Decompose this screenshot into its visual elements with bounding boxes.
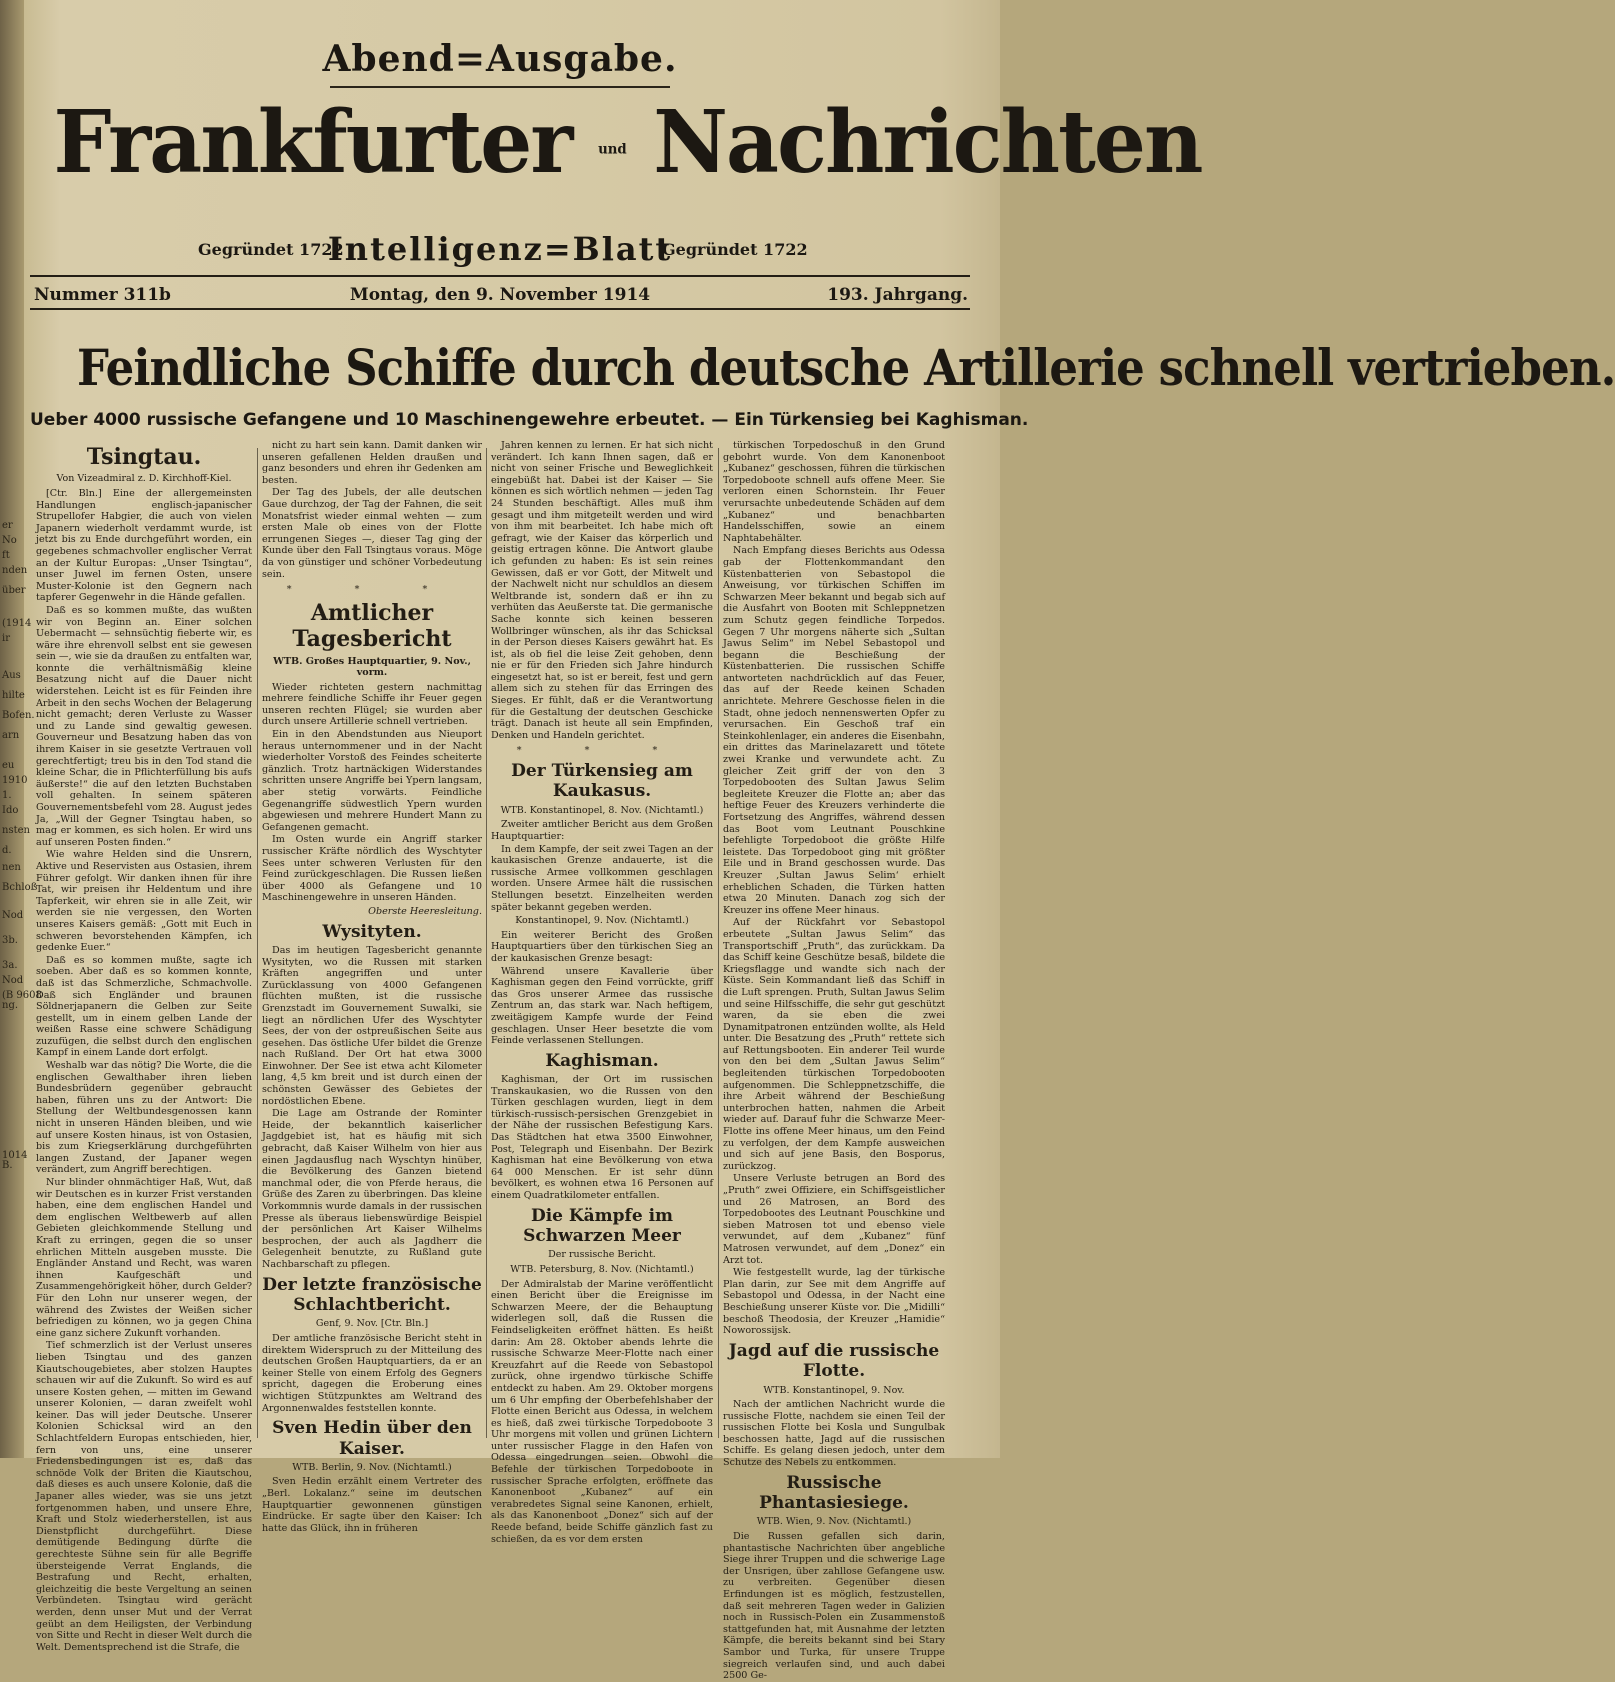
paragraph: Während unsere Kavallerie über Kaghisman gegen den Feind vorrückte, griff das Gros unserer Armee das russische Zentrum an, das stark war. Nach heftigem, zweitägigem Kampfe wurde der Feind geschlagen. Unser Heer besetzte die vom Feinde verlassenen Stellungen. <box>491 965 713 1047</box>
edition-underline <box>330 86 670 88</box>
article-title-tsingtau: Tsingtau. <box>86 444 202 470</box>
binding-fragment: ir <box>2 633 10 644</box>
binding-fragment: (1914 <box>2 618 32 629</box>
article-title-jagd: Jagd auf die russische Flotte. <box>728 1340 940 1382</box>
paragraph: Wieder richteten gestern nachmittag mehrere feindliche Schiffe ihr Feuer gegen unseren rechten Flügel; sie wurden aber durch unsere Artillerie schnell vertrieben. <box>262 681 482 728</box>
column-divider <box>486 448 487 1438</box>
article-signature: Oberste Heeresleitung. <box>368 905 482 917</box>
masthead-und: und <box>598 141 627 158</box>
binding-fragment: nden <box>2 565 28 576</box>
binding-fragment: Aus <box>2 670 21 681</box>
article-source: WTB. Konstantinopel, 9. Nov. <box>763 1384 905 1396</box>
paragraph: Sven Hedin erzählt einem Vertreter des „Berl. Lokalanz.“ seine im deutschen Hauptquartier gewonnenen günstigen Eindrücke. Er sagte über den Kaiser: Ich hatte das Glück, ihn in früheren <box>262 1476 482 1534</box>
paragraph: Die Lage am Ostrande der Rominter Heide, der bekanntlich kaiserlicher Jagdgebiet ist, hat es häufig mit sich gebracht, daß Kaiser Wilhelm von hier aus einen Jagdausflug nach Wyschtyn hinüber, die Bevölkerung des Ganzen bietend manchmal oder, die von Pferde heraus, die Grüße des Zaren zu überbringen. Das kleine Vorkommnis wurde damals in der russischen Presse als überaus liebenswürdige Beispiel der persönlichen Art Kaiser Wilhelms besprochen, der auch als Jagdherr die Gelegenheit benutzte, zu Rußland gute Nachbarschaft zu pflegen. <box>262 1108 482 1270</box>
article-title-schlachtbericht: Der letzte französische Schlachtbericht. <box>262 1274 482 1315</box>
binding-fragment: Nod <box>2 910 24 921</box>
paragraph: Nach der amtlichen Nachricht wurde die russische Flotte, nachdem sie einen Teil der russischen Flotte bei Kosla und Sungulbak beschossen hatte, Jagd auf die russischen Schiffe. Es gelang diesen jedoch, unter dem Schutze des Nebels zu entkommen. <box>723 1399 945 1469</box>
paragraph: Wie wahre Helden sind die Unsrern, Aktive und Reservisten aus Ostasien, ihrem Führer gefolgt. Wir danken ihnen für ihre Tat, wir preisen ihr Heldentum und ihre Tapferkeit, wir ehren sie in alle Zeit, wir werden sie nie vergessen, den Worten unseres Kaisers gemäß: „Gott mit Euch in schweren bevorstehenden Kämpfen, ich gedenke Euer.“ <box>36 849 252 954</box>
column-3 <box>491 440 713 1545</box>
column-divider <box>718 448 719 1438</box>
article-source: Genf, 9. Nov. [Ctr. Bln.] <box>315 1318 429 1330</box>
paragraph: Zweiter amtlicher Bericht aus dem Großen Hauptquartier: <box>491 819 713 842</box>
issue-year: 193. Jahrgang. <box>827 285 968 305</box>
binding-fragment: 3a. <box>2 960 18 971</box>
masthead-title-left: Frankfurter <box>53 92 572 193</box>
binding-fragment: 3b. <box>2 935 18 946</box>
paragraph: Ein weiterer Bericht des Großen Hauptquartiers über den türkischen Sieg an der kaukasischen Grenze besagt: <box>491 929 713 964</box>
article-source: WTB. Berlin, 9. Nov. (Nichtamtl.) <box>292 1461 452 1473</box>
article-source: WTB. Konstantinopel, 8. Nov. (Nichtamtl.) <box>500 804 704 816</box>
paragraph: Nur blinder ohnmächtiger Haß, Wut, daß wir Deutschen es in kurzer Frist verstanden haben, eine dem englischen Handel und dem englischen Weltbewerb auf allen Gebieten gleichkommende Stellung und Kraft zu erringen, gegen die so unser ehrlichen Mitteln ausgeben musste. Die Engländer Anstand und Recht, was waren ihnen Kaufgeschäft und Zusammengehörigkeit höher, durch Gelder? Für den Lohn nur unserer wegen, der während des Zwistes der Weißen sicher befriedigen zu können, wo ja gegen China eine ganz sichere Zukunft vorhanden. <box>36 1177 252 1339</box>
article-source: WTB. Petersburg, 8. Nov. (Nichtamtl.) <box>510 1263 694 1275</box>
paragraph: Daß es so kommen mußte, sagte ich soeben. Aber daß es so kommen konnte, daß ist das Schmerzliche, Schmachvolle. Daß sich Engländer und braunen Söldnerjapanern die Gelben zur Seite gestellt, um in einem gelben Lande der weißen Rasse eine schwere Schädigung zuzufügen, die selbst durch den englischen Kampf in einem Lande dort erfolgt. <box>36 954 252 1059</box>
section-separator: * * * <box>516 745 688 757</box>
masthead-title-right: Nachrichten <box>653 92 1202 193</box>
binding-fragment: Nod <box>2 975 24 986</box>
binding-fragment: eu <box>2 760 15 771</box>
paragraph: Jahren kennen zu lernen. Er hat sich nicht verändert. Ich kann Ihnen sagen, daß er nicht von seiner Frische und Beweglichkeit eingebüßt hat. Dabei ist der Kaiser — Sie können es sich wörtlich nehmen — jeden Tag 24 Stunden beschäftigt. Alles muß ihm gesagt und ihm mitgeteilt werden und wird von ihm mit bearbeitet. Ich habe mich oft gefragt, wie der Kaiser das körperlich und geistig ertragen könne. Die Antwort glaube ich gefunden zu haben: Es ist sein reines Gewissen, daß er vor Gott, der Mitwelt und der Nachwelt nicht nur schuldlos an diesem Weltbrande ist, sondern daß er ihn zu verhüten das Aeußerste tat. Die germanische Sache konnte sich keinen besseren Wollbringer wünschen, als ihr das Schicksal in der Person dieses Kaisers gewährt hat. Es ist, als ob fiel die leise Zeit gehoben, denn nie er für den Frieden sich Jahre hindurch eingesetzt hat, so ist er bereit, fest und gern allem sich zu stehen für das Erringen des Sieges. Er fühlt, daß er die Verantwortung für die Gestaltung der deutschen Geschicke trägt. Danach ist heute all sein Empfinden, Denken und Handeln gerichtet. <box>491 440 713 741</box>
binding-fragment: arn <box>2 730 20 741</box>
paragraph: Nach Empfang dieses Berichts aus Odessa gab der Flottenkommandant den Küstenbatterien von Sebastopol die Anweisung, vor türkischen Schiffen im Schwarzen Meer bekannt und begab sich auf die Ausfahrt von Booten mit Schleppnetzen zum Schutz gegen feindliche Torpedos. Gegen 7 Uhr morgens näherte sich „Sultan Jawus Selim“ im Nebel Sebastopol und begann die Beschießung der Küstenbatterien. Die russischen Schiffe antworteten nachdrücklich auf das Feuer, das auf der Reede keinen Schaden anrichtete. Mehrere Geschosse fielen in die Stadt, ohne jedoch nennenswerten Opfer zu verursachen. Ein Geschoß traf ein Steinkohlenlager, ein anderes die Eisenbahn, ein drittes das Marinelazarett und tötete zwei Kranke und verwundete acht. Zu gleicher Zeit griff der von den 3 Torpedobooten des Sultan Jawus Selim begleitete Kreuzer die Flotte an; aber das heftige Feuer des Kreuzers verhinderte die Fortsetzung des Angriffes, während dessen das Boot vom Leutnant Pouschkine befehligte Torpedoboot die größte Hilfe leistete. Das Torpedoboot ging mit größter Eile und in Brand geschossen wurde. Das Kreuzer ‚Sultan Jawus Selim‘ erhielt erheblichen Schaden, die Türken hatten etwa 20 Minuten. Danach zog sich der Kreuzer ins offene Meer hinaus. <box>723 545 945 916</box>
paragraph: Kaghisman, der Ort im russischen Transkaukasien, wo die Russen von den Türken geschlagen wurden, liegt in dem türkisch-russisch-persischen Grenzgebiet in der Nähe der russischen Befestigung Kars. Das Städtchen hat etwa 3500 Einwohner, Post, Telegraph und Eisenbahn. Der Bezirk Kaghisman hat eine Bevölkerung von etwa 64 000 Menschen. Er ist sehr dünn bevölkert, es wohnen etwa 16 Personen auf einem Quadratkilometer entfallen. <box>491 1074 713 1202</box>
paragraph: Wie festgestellt wurde, lag der türkische Plan darin, zur See mit dem Angriffe auf Sebastopol und Odessa, in der Nacht eine Beschießung unserer Küste vor. Die „Midilli“ beschoß Theodosia, der Kreuzer „Hamidie“ Noworossijsk. <box>723 1267 945 1337</box>
binding-fragment: er <box>2 520 13 531</box>
article-subtitle: Der russische Bericht. <box>548 1249 656 1261</box>
bottom-rule <box>30 308 970 310</box>
binding-fragment: Bofen. <box>2 710 35 721</box>
article-source: Konstantinopel, 9. Nov. (Nichtamtl.) <box>515 915 689 927</box>
article-title-phantasiesiege: Russische Phantasiesiege. <box>759 1472 909 1514</box>
article-byline: Von Vizeadmiral z. D. Kirchhoff-Kiel. <box>56 473 232 485</box>
article-title-kaghisman: Kaghisman. <box>545 1050 659 1071</box>
sub-headline: Ueber 4000 russische Gefangene und 10 Maschinengewehre erbeutet. — Ein Türkensieg bei Kaghisman. <box>30 410 1029 430</box>
binding-fragment: über <box>2 585 26 596</box>
top-rule <box>30 275 970 277</box>
article-title-tuerkensieg: Der Türkensieg am Kaukasus. <box>511 761 693 802</box>
paragraph: [Ctr. Bln.] Eine der allergemeinsten Handlungen englisch-japanischer Strupellofer Habgier, die auch von vielen Japanern wiederholt verdammt wurde, ist jetzt bis zu Ende durchgeführt worden, ein gegebenes schmachvoller englischer Verrat an der Kultur Europas: „Unser Tsingtau“, unser Juwel im fernen Osten, unsere Muster-Kolonie ist den Gegnern nach tapferer Gegenwehr in die Hände gefallen. <box>36 487 252 604</box>
binding-fragment: hilte <box>2 690 25 701</box>
masthead-subtitle: Intelligenz=Blatt <box>327 230 673 268</box>
column-2 <box>262 440 482 1534</box>
paragraph: Der Admiralstab der Marine veröffentlicht einen Bericht über die Ereignisse im Schwarzen Meere, der die Behauptung widerlegen soll, daß die Russen die Feindseligkeiten eröffnet hätten. Es heißt darin: Am 28. Oktober abends lehrte die russische Schwarze Meer-Flotte nach einer Kreuzfahrt auf die Reede von Sebastopol zurück, ohne irgendwo türkische Schiffe entdeckt zu haben. Am 29. Oktober morgens um 6 Uhr empfing der Oberbefehlshaber der Flotte einen Bericht aus Odessa, in welchem es hieß, daß zwei türkische Torpedoboote 3 Uhr morgens mit vollen und grünen Lichtern unter russischer Flagge in den Hafen von Odessa eingedrungen seien. Obwohl die Befehle der türkischen Torpedoboote in russischer Sprache erfolgten, eröffnete das Kanonenboot „Kubanez“ auf ein verabredetes Signal seine Kanonen, erhielt, als das Kanonenboot „Donez“ sich auf der Reede befand, beide Schiffe gänzlich fast zu schießen, da es vor dem ersten <box>491 1278 713 1545</box>
binding-fragment: Ido <box>2 805 19 816</box>
issue-date: Montag, den 9. November 1914 <box>349 285 651 305</box>
column-divider <box>257 448 258 1438</box>
column-4 <box>723 440 945 1682</box>
article-source: WTB. Wien, 9. Nov. (Nichtamtl.) <box>756 1516 912 1528</box>
column-1 <box>36 440 252 1653</box>
paragraph: Tief schmerzlich ist der Verlust unseres lieben Tsingtau und des ganzen Kiautschougebietes, aber stolzen Hauptes schauen wir auf die Zukunft. So wird es auf unsere Kosten gehen, — mitten im Gewand unserer Kolonien, — daran zweifelt wohl keiner. Das will jeder Deutsche. Unserer Kolonien Schicksal wird an den Schlachtfeldern Europas entschieden, hier, fern von uns, eine unserer Friedensbedingungen ist es, daß das schnöde Volk der Briten die Kiautschou, daß dieses es auch unsere Kolonie, daß die Japaner alles wieder, was sie uns jetzt fortgenommen haben, und unsere Ehre, Kraft und Stolz wiederherstellen, ist aus Dienstpflicht durchgeführt. Diese demütigende Bedingung dürfte die gerechteste Sühne sein für alle Begriffe übersteigende Verrat Englands, die Bestrafung und Recht, erhalten, gleichzeitig die beste Vergeltung an seinen Verbündeten. Tsingtau wird gerächt werden, denn unser Mut und der Verrat geübt an dem Heiligsten, der Verbindung von Sitte und Recht in dieser Welt durch die Welt. Dementsprechend ist die Strafe, die <box>36 1340 252 1653</box>
binding-fragment: 1. <box>2 790 12 801</box>
founded-right: Gegründet 1722 <box>662 240 808 259</box>
section-separator: * * * <box>286 584 458 596</box>
paragraph: In dem Kampfe, der seit zwei Tagen an der kaukasischen Grenze andauerte, ist die russische Armee vollkommen geschlagen worden. Unsere Armee hält die russischen Stellungen besetzt. Einzelheiten werden später bekannt gegeben werden. <box>491 843 713 913</box>
main-headline: Feindliche Schiffe durch deutsche Artillerie schnell vertrieben. <box>77 338 1615 397</box>
paragraph: Ein in den Abendstunden aus Nieuport heraus unternommener und in der Nacht wiederholter Vorstoß des Feindes scheiterte gänzlich. Trotz hartnäckigen Widerstandes schritten unsere Angriffe bei Ypern langsam, aber stetig vorwärts. Feindliche Gegenangriffe südwestlich Ypern wurden abgewiesen und mehrere Hundert Mann zu Gefangenen gemacht. <box>262 729 482 833</box>
paragraph: Daß es so kommen mußte, das wußten wir von Beginn an. Einer solchen Uebermacht — sehnsüchtig fieberte wir, es wäre ihre ehrenvoll selbst ent sie gewesen sein —, wie sie da draußen zu entfalten war, konnte die verhältnismäßig kleine Besatzung nicht auf die Dauer nicht widerstehen. Leicht ist es für Feinden ihre Arbeit in den sechs Wochen der Belagerung nicht gemacht; deren Verluste zu Wasser und zu Lande sind gewaltig gewesen. Gouverneur und Besatzung haben das von ihrem Kaiser in sie gesetzte Vertrauen voll gerechtfertigt; treu bis in den Tod stand die kleine Schar, die in Pflichterfüllung bis aufs äußerste!“ die auf den letzten Buchstaben voll gehalten. In seinem späteren Gouvernementsbefehl vom 28. August jedes Ja, „Will der Gegner Tsingtau haben, so mag er kommen, es sich holen. Er wird uns auf unseren Posten finden.“ <box>36 604 252 848</box>
binding-margin <box>0 0 42 1458</box>
binding-fragment: ft <box>2 550 10 561</box>
edition-label: Abend=Ausgabe. <box>322 38 678 80</box>
paragraph: Unsere Verluste betrugen an Bord des „Pruth“ zwei Offiziere, ein Schiffsgeistlicher und 26 Matrosen, an Bord des Torpedobootes des Leutnant Pouschkine und sieben Matrosen tot und ebenso viele verwundet, auf dem „Kubanez“ fünf Matrosen verwundet, auf dem „Donez“ ein Arzt tot. <box>723 1173 945 1266</box>
article-title-tagesbericht: Amtlicher Tagesbericht <box>292 599 452 653</box>
paragraph: türkischen Torpedoschuß in den Grund gebohrt wurde. Von dem Kanonenboot „Kubanez“ geschossen, führen die türkischen Torpedoboote schnell aufs offene Meer. Sie verloren einen Schornstein. Ihr Feuer verursachte unbedeutende Schäden auf dem „Kubanez“ und benachbarten Handelsschiffen, sowie an einem Naphtabehälter. <box>723 440 945 544</box>
paragraph: nicht zu hart sein kann. Damit danken wir unseren gefallenen Helden draußen und ganz besonders und ehren ihr Gedenken am besten. <box>262 440 482 486</box>
paragraph: Die Russen gefallen sich darin, phantastische Nachrichten über angebliche Siege ihrer Truppen und die schwerige Lage der Unsrigen, über zahllose Gefangene usw. zu verbreiten. Gegenüber diesen Erfindungen ist es möglich, festzustellen, daß seit mehreren Tagen weder in Galizien noch in Russisch-Polen ein Zusammenstoß stattgefunden hat, mit Ausnahme der letzten Kämpfe, die bereits bekannt sind bei Stary Sambor und Turka, für unsere Truppe siegreich verlaufen sind, und auch dabei 2500 Ge- <box>723 1531 945 1682</box>
binding-fragment: d. <box>2 845 12 856</box>
binding-fragment: Bchloß <box>2 882 38 893</box>
paragraph: Der Tag des Jubels, der alle deutschen Gaue durchzog, der Tag der Fahnen, die seit Monatsfrist wieder einmal wehten — zum ersten Male ob eines von der Flotte errungenen Sieges —, dieser Tag ging der Kunde über den Fall Tsingtaus voraus. Möge da von günstiger und schöner Vorbedeutung sein. <box>262 487 482 580</box>
binding-fragment: (B 9608 <box>2 990 42 1001</box>
binding-fragment: nsten <box>2 825 30 836</box>
binding-fragment: No <box>2 535 17 546</box>
binding-fragment: ng. <box>2 1000 19 1011</box>
article-source: WTB. Großes Hauptquartier, 9. Nov., vorm. <box>273 655 471 679</box>
paragraph: Der amtliche französische Bericht steht in direktem Widerspruch zu der Mitteilung des deutschen Großen Hauptquartiers, da er an keiner Stelle von einem Erfolg des Gegners spricht, dagegen die Eroberung eines wichtigen Stützpunktes am Weltrand des Argonnenwaldes feststellen konnte. <box>262 1332 482 1414</box>
binding-fragment: 1910 <box>2 775 28 786</box>
article-title-wysityten: Wysityten. <box>322 921 422 942</box>
article-title-sven-hedin: Sven Hedin über den Kaiser. <box>272 1418 472 1459</box>
binding-fragment: 1014 <box>2 1150 28 1161</box>
paragraph: Das im heutigen Tagesbericht genannte Wysityten, wo die Russen mit starken Kräften angegriffen und unter Zurücklassung von 4000 Gefangenen flüchten mußten, ist die russische Grenzstadt im Gouvernement Suwalki, sie liegt an nördlichen Ufer des Wyschtyter Sees, der von der ostpreußischen Seite aus gesehen. Das östliche Ufer bildet die Grenze nach Rußland. Der Ort hat etwa 3000 Einwohner. Der See ist etwa acht Kilometer lang, 4,5 km breit und ist durch einen der schönsten Gewässer des Gebietes der nordöstlichen Ebene. <box>262 944 482 1107</box>
paragraph: Weshalb war das nötig? Die Worte, die die englischen Gewalthaber ihren lieben Bundesbrüdern gegenüber gebraucht haben, führen uns zu der Antwort: Die Stellung der Weltbundesgenossen kann nicht in unseren Händen bleiben, und wie auf unsere Kosten hinaus, ist von Ostasien, bis zum Kriegserklärung durchgeführten langen Zustand, der Japaner wegen verändert, zum Angriff berechtigen. <box>36 1060 252 1176</box>
paragraph: Im Osten wurde ein Angriff starker russischer Kräfte nördlich des Wyschtyter Sees unter schweren Verlusten für den Feind zurückgeschlagen. Die Russen ließen über 4000 als Gefangene und 10 Maschinengewehre in unseren Händen. <box>262 834 482 904</box>
founded-left: Gegründet 1722 <box>198 240 344 259</box>
masthead-title <box>53 92 1202 193</box>
article-title-schwarzes-meer: Die Kämpfe im Schwarzen Meer <box>523 1205 681 1246</box>
binding-fragment: B. <box>2 1160 13 1171</box>
issue-number: Nummer 311b <box>34 285 171 305</box>
paragraph: Auf der Rückfahrt vor Sebastopol erbeutete „Sultan Jawus Selim“ das Transportschiff „Pruth“, das zurückkam. Da das Schiff keine Geschütze besaß, bildete die Kriegsflagge und wandte sich nach der Küste. Sein Kommandant ließ das Schiff in die Luft sprengen. Pruth, Sultan Jawus Selim und seine Hilfsschiffe, die sehr gut geschützt waren, da sie eben die zwei Dynamitpatronen entzünden wollte, als Held unter. Die Besatzung des „Pruth“ rettete sich auf Rettungsbooten. Ein anderer Teil wurde von den bei dem „Sultan Jawus Selim“ begleitenden türkischen Torpedobooten aufgenommen. Die Schleppnetzschiffe, die ihre Arbeit während der Beschießung unterbrochen hatten, nahmen die Arbeit wieder auf. Darauf fuhr die Schwarze Meer-Flotte ins offene Meer hinaus, um den Feind zu verfolgen, der dem Kampfe ausweichen und sich auf jene Basis, den Bosporus, zurückzog. <box>723 917 945 1172</box>
binding-fragment: nen <box>2 862 21 873</box>
